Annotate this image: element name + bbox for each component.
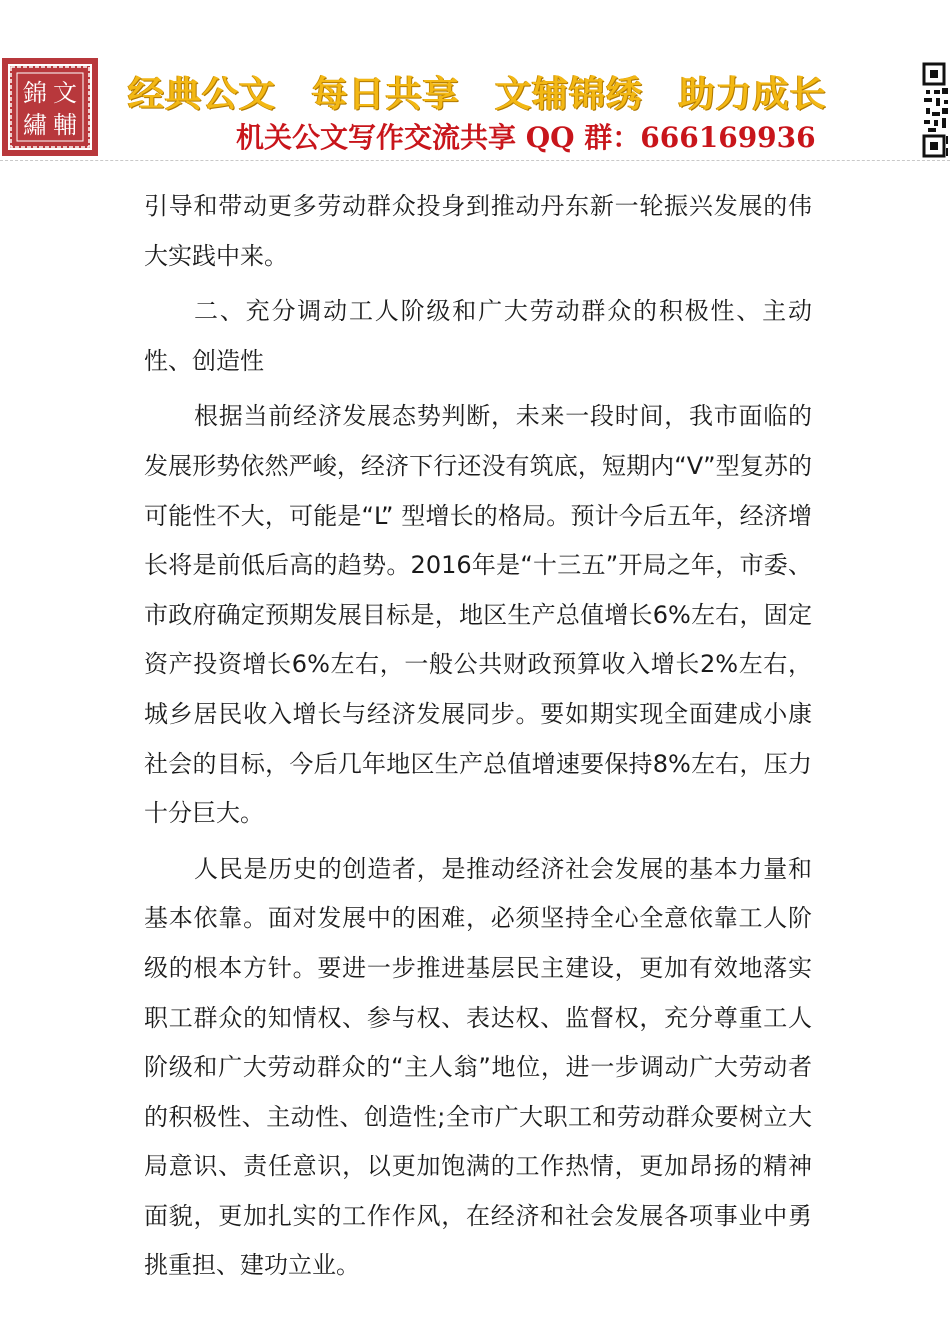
section-heading: 二、充分调动工人阶级和广大劳动群众的积极性、主动性、创造性 <box>144 297 812 375</box>
seal-char-4: 輔 <box>53 111 77 139</box>
seal-char-2: 文 <box>53 79 77 107</box>
document-body <box>144 182 812 1297</box>
slogan-part-4: 助力成长 <box>678 73 827 115</box>
slogan-part-2: 每日共享 <box>311 73 460 115</box>
header-divider <box>0 160 950 161</box>
qr-code-icon <box>922 62 950 158</box>
seal-pattern <box>5 61 95 153</box>
page-header <box>0 0 950 162</box>
slogan-part-1: 经典公文 <box>128 73 277 115</box>
paragraph-people: 人民是历史的创造者，是推动经济社会发展的基本力量和基本依靠。面对发展中的困难，必须坚持全心全意依靠工人阶级的根本方针。要进一步推进基层民主建设，更加有效地落实职工群众的知情权、参与权、表达权、监督权，充分尊重工人阶级和广大劳动群众的“主人翁”地位，进一步调动广大劳动者的积极性、主动性、创造性;全市广大职工和劳动群众要树立大局意识、责任意识，以更加饱满的工作热情，更加昂扬的精神面貌，更加扎实的工作作风，在经济和社会发展各项事业中勇挑重担、建功立业。 <box>144 854 812 1280</box>
qq-group-line: 机关公文写作交流共享 QQ 群：666169936 <box>236 121 816 154</box>
paragraph-continuation: 引导和带动更多劳动群众投身到推动丹东新一轮振兴发展的伟大实践中来。 <box>144 192 812 270</box>
header-slogan <box>128 66 918 117</box>
seal-char-3: 繡 <box>23 111 47 139</box>
seal-char-1: 錦 <box>23 79 47 107</box>
slogan-part-3: 文辅锦绣 <box>495 73 644 115</box>
seal-logo <box>2 58 98 156</box>
paragraph-economy: 根据当前经济发展态势判断，未来一段时间，我市面临的发展形势依然严峻，经济下行还没有筑底，短期内“V”型复苏的可能性不大，可能是“L” 型增长的格局。预计今后五年，经济增长将是前低后高的趋势。2016年是“十三五”开局之年，市委、市政府确定预期发展目标是，地区生产总值增长6%左右，固定资产投资增长6%左右，一般公共财政预算收入增长2%左右，城乡居民收入增长与经济发展同步。要如期实现全面建成小康社会的目标，今后几年地区生产总值增速要保持8%左右，压力十分巨大。 <box>144 402 812 828</box>
